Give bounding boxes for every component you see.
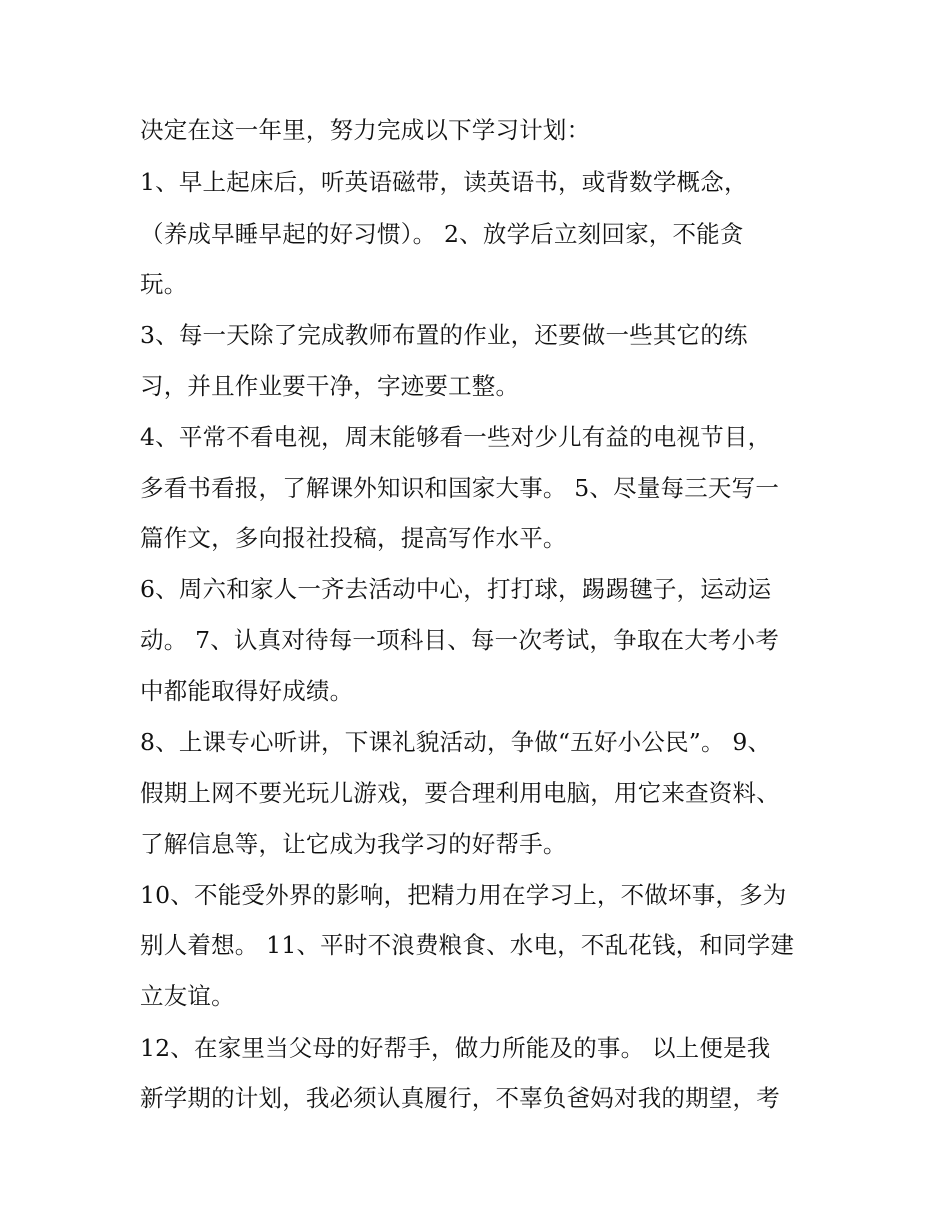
text-line: 中都能取得好成绩。 bbox=[140, 677, 354, 705]
text-line: 8、上课专心听讲，下课礼貌活动，争做“五好小公民”。 9、 bbox=[140, 728, 772, 756]
text-line: 6、周六和家人一齐去活动中心，打打球，踢踢毽子，运动运 bbox=[140, 575, 772, 603]
text-line: 4、平常不看电视，周末能够看一些对少儿有益的电视节目， bbox=[140, 423, 772, 451]
text-line: 立友谊。 bbox=[140, 982, 235, 1010]
text-line: 1、早上起床后，听英语磁带，读英语书，或背数学概念， bbox=[140, 168, 748, 196]
text-line: 新学期的计划，我必须认真履行，不辜负爸妈对我的期望，考 bbox=[140, 1084, 780, 1112]
text-line: 10、不能受外界的影响，把精力用在学习上，不做坏事，多为 bbox=[140, 881, 787, 909]
text-line: 12、在家里当父母的好帮手，做力所能及的事。 以上便是我 bbox=[140, 1034, 771, 1062]
text-line: 别人着想。 11、平时不浪费粮食、水电，不乱花钱，和同学建 bbox=[140, 931, 795, 959]
text-line: 多看书看报，了解课外知识和国家大事。 5、尽量每三天写一 bbox=[140, 474, 780, 502]
text-line: （养成早睡早起的好习惯）。 2、放学后立刻回家，不能贪 bbox=[140, 220, 744, 248]
text-line: 玩。 bbox=[140, 270, 188, 298]
text-line: 假期上网不要光玩儿游戏，要合理利用电脑，用它来查资料、 bbox=[140, 779, 780, 807]
text-line: 习，并且作业要干净，字迹要工整。 bbox=[140, 372, 520, 400]
text-line: 篇作文，多向报社投稿，提高写作水平。 bbox=[140, 524, 567, 552]
text-line: 3、每一天除了完成教师布置的作业，还要做一些其它的练 bbox=[140, 321, 748, 349]
text-line: 动。 7、认真对待每一项科目、每一次考试，争取在大考小考 bbox=[140, 626, 780, 654]
text-line: 了解信息等，让它成为我学习的好帮手。 bbox=[140, 830, 567, 858]
text-line: 决定在这一年里，努力完成以下学习计划： bbox=[140, 116, 591, 144]
